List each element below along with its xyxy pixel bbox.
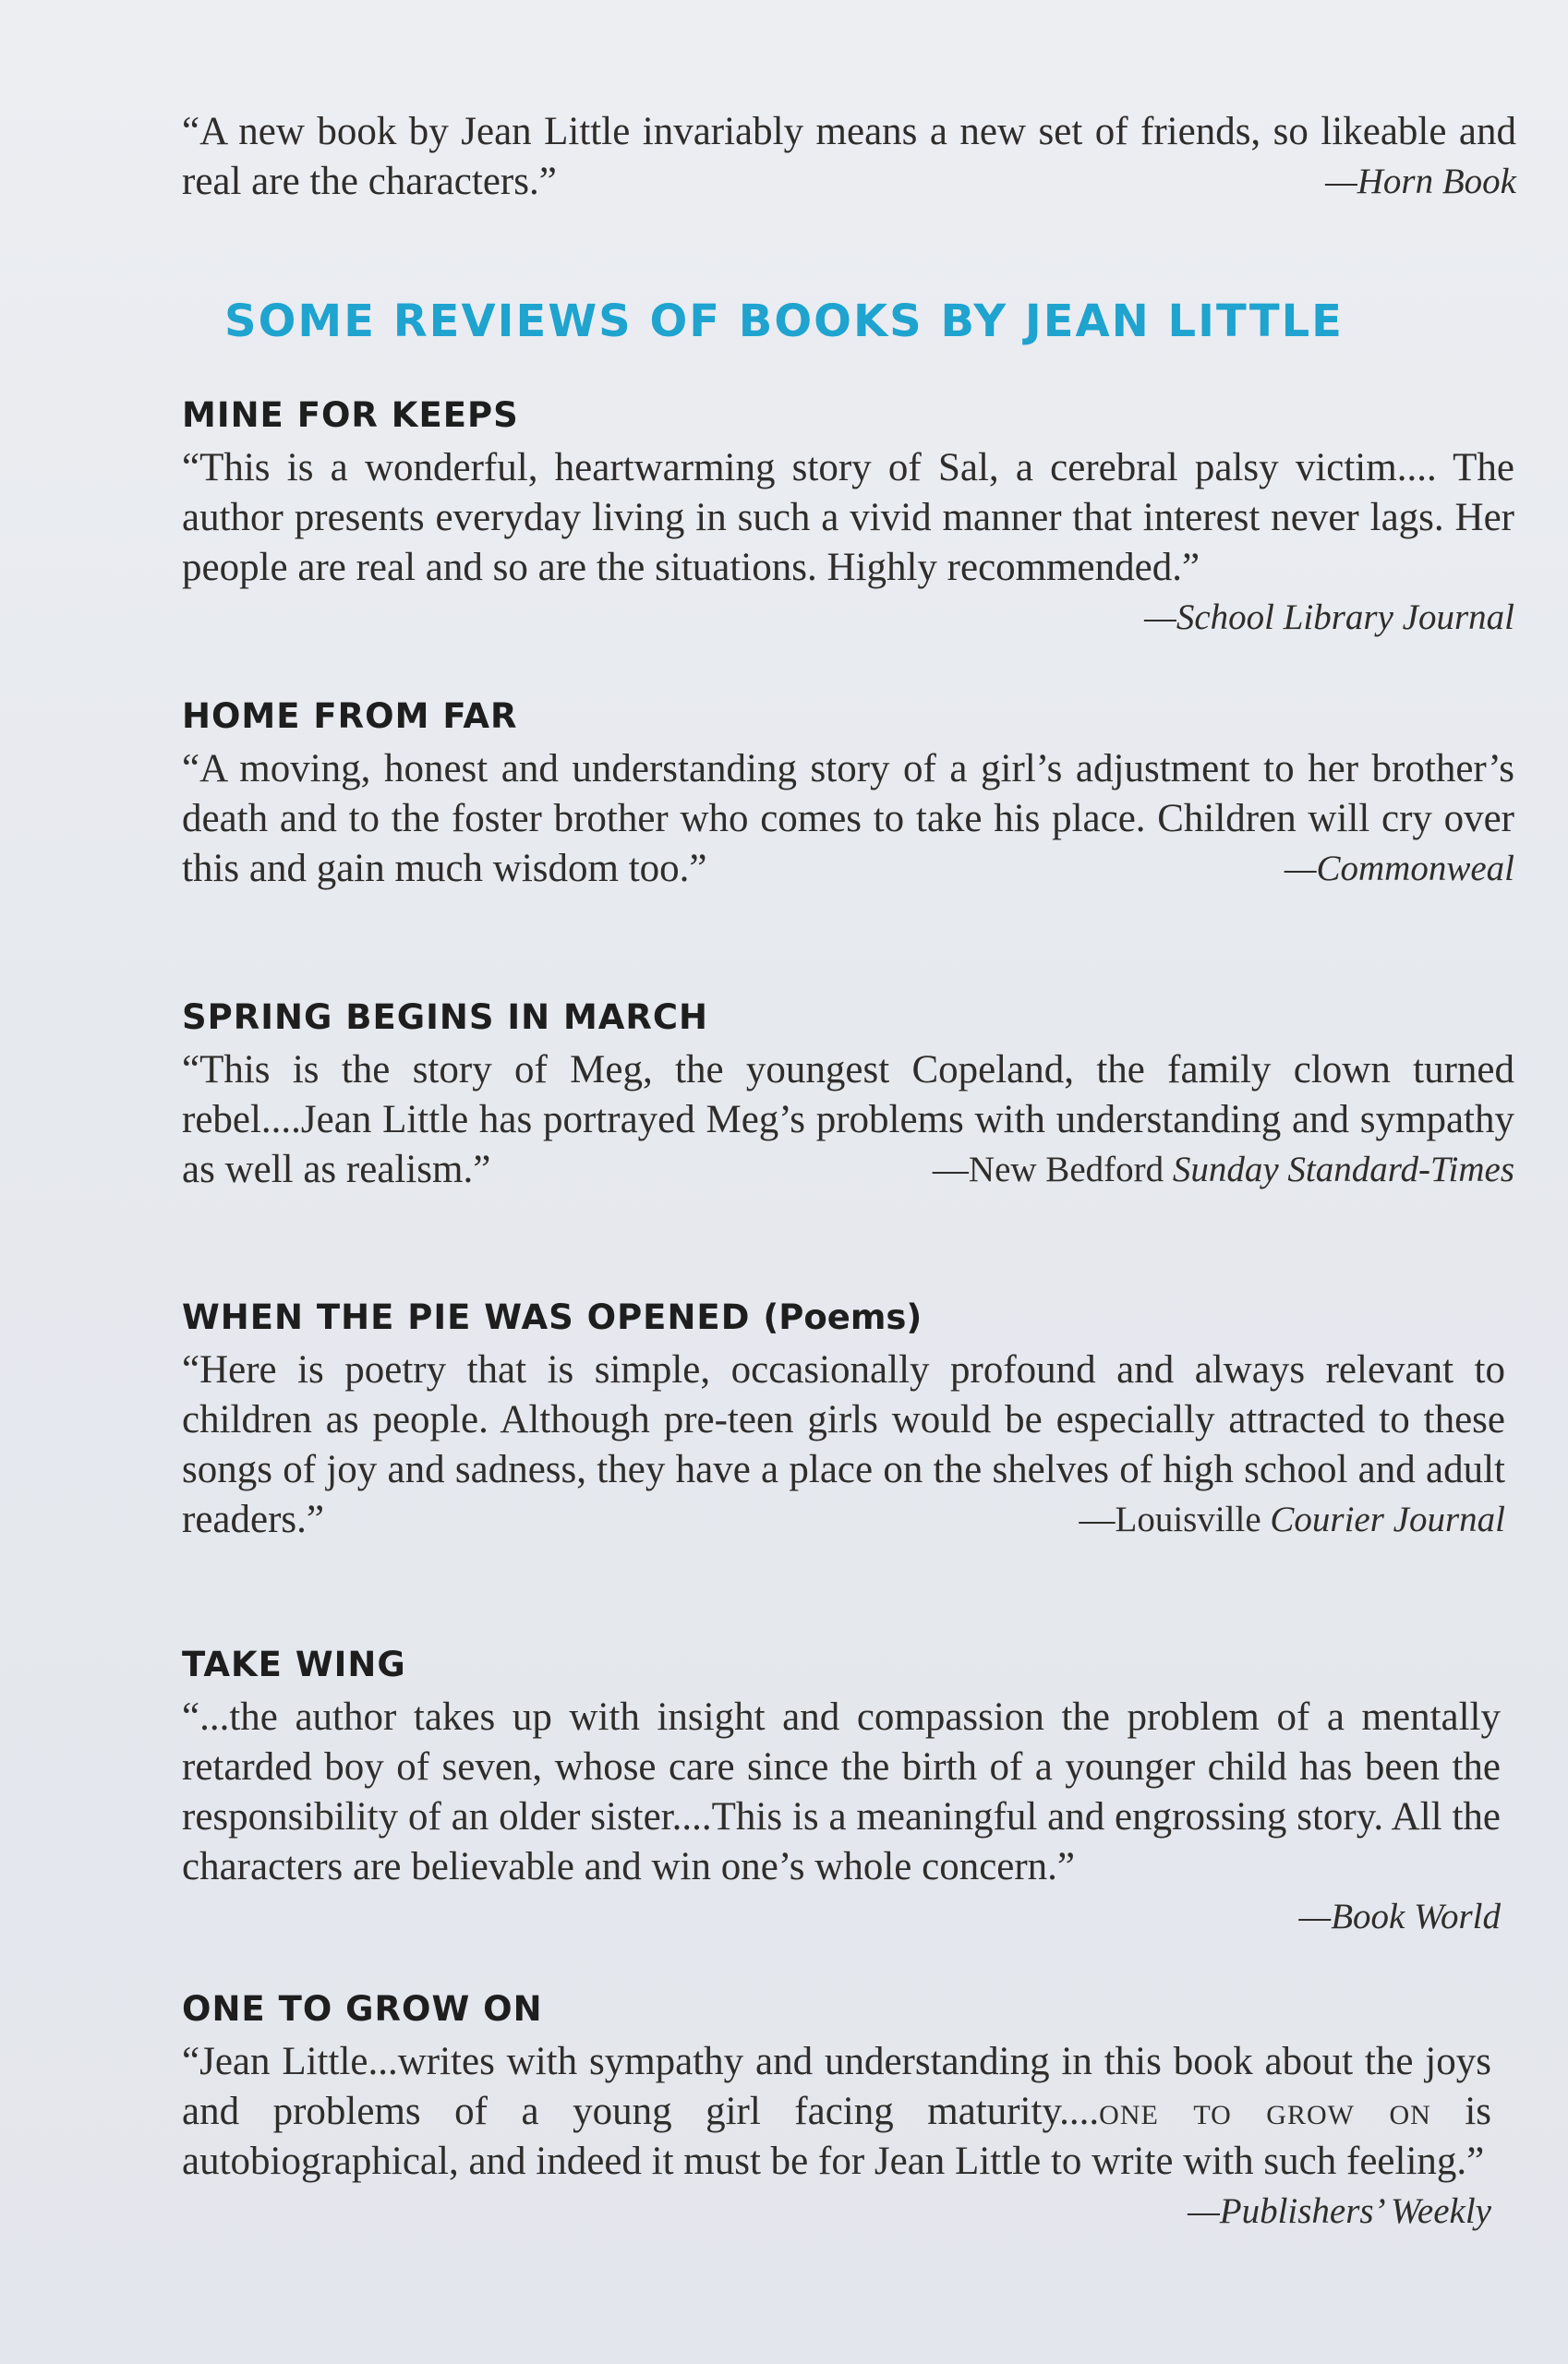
review-quote	[182, 2037, 1492, 2231]
review-quote-text: “Here is poetry that is simple, occasionally profound and always relevant to children as people. Although pre-teen girls would be especially attracted to these songs of joy and sadness, they have a place on the shelves of high school and adult readers.”	[182, 1348, 1505, 1541]
review-quote-text: “A moving, honest and understanding story of a girl’s adjustment to her brother’s death and to the foster brother who comes to take his place. Children will cry over this and gain much wisdom too.”	[182, 747, 1514, 890]
page-heading: SOME REVIEWS OF BOOKS BY JEAN LITTLE	[224, 296, 1344, 347]
review-take-wing	[182, 1643, 1501, 1942]
review-attribution	[1080, 1495, 1506, 1545]
book-title-text: WHEN THE PIE WAS OPENED	[182, 1297, 751, 1337]
book-title: SPRING BEGINS IN MARCH	[182, 997, 709, 1037]
attribution-source: Courier Journal	[1270, 1500, 1505, 1539]
review-quote-part2: is autobiographical, and indeed it must be for Jean Little to write with such feeling.”	[182, 2090, 1492, 2183]
review-attribution: —School Library Journal	[1144, 597, 1514, 637]
intro-attribution: —Horn Book	[1325, 162, 1516, 201]
review-when-the-pie-was-opened	[182, 1296, 1505, 1545]
review-quote-part1: “Jean Little...writes with sympathy and understanding in this book about the joys and problems of a young girl facing maturity....	[182, 2040, 1491, 2133]
attribution-prefix: —Louisville	[1079, 1500, 1261, 1539]
book-title: ONE TO GROW ON	[182, 1989, 543, 2029]
review-quote: “This is a wonderful, heartwarming story of Sal, a cerebral palsy victim.... The author presents everyday living in such a vivid manner that interest never lags. Her people are real and so are the situations. Highly recommended.”	[182, 446, 1514, 589]
review-attribution: —Commonweal	[1284, 849, 1514, 888]
review-quote-book-name: one to grow on	[1099, 2090, 1431, 2133]
review-quote	[182, 1345, 1505, 1545]
review-attribution	[933, 1145, 1514, 1195]
book-title: HOME FROM FAR	[182, 696, 518, 736]
attribution-prefix: —New Bedford	[932, 1150, 1164, 1189]
attribution-source: Sunday Standard-Times	[1172, 1150, 1514, 1189]
review-quote	[182, 744, 1514, 894]
review-home-from-far	[182, 694, 1514, 894]
review-quote-text: “This is the story of Meg, the youngest Copeland, the family clown turned rebel....Jean Little has portrayed Meg’s problems with understanding and sympathy as well as realism.”	[182, 1048, 1514, 1191]
book-title: MINE FOR KEEPS	[182, 395, 519, 435]
book-title: TAKE WING	[182, 1645, 406, 1684]
book-title-note: (Poems)	[763, 1297, 923, 1337]
review-one-to-grow-on	[182, 1987, 1491, 2237]
book-title	[182, 1296, 1505, 1340]
intro-review	[182, 107, 1516, 207]
review-quote: “...the author takes up with insight and compassion the problem of a mentally retarded boy of seven, whose care since the birth of a younger child has been the responsibility of an older sister....This is a meaningful and engrossing story. All the characters are believable and win one’s whole concern.”	[182, 1695, 1501, 1888]
review-attribution: —Publishers’ Weekly	[1188, 2191, 1491, 2231]
review-mine-for-keeps	[182, 393, 1514, 643]
intro-quote: “A new book by Jean Little invariably means a new set of friends, so likeable and real are the characters.”	[182, 110, 1516, 203]
review-spring-begins-in-march	[182, 995, 1514, 1195]
review-quote	[182, 1045, 1514, 1195]
review-attribution: —Book World	[1298, 1897, 1501, 1936]
